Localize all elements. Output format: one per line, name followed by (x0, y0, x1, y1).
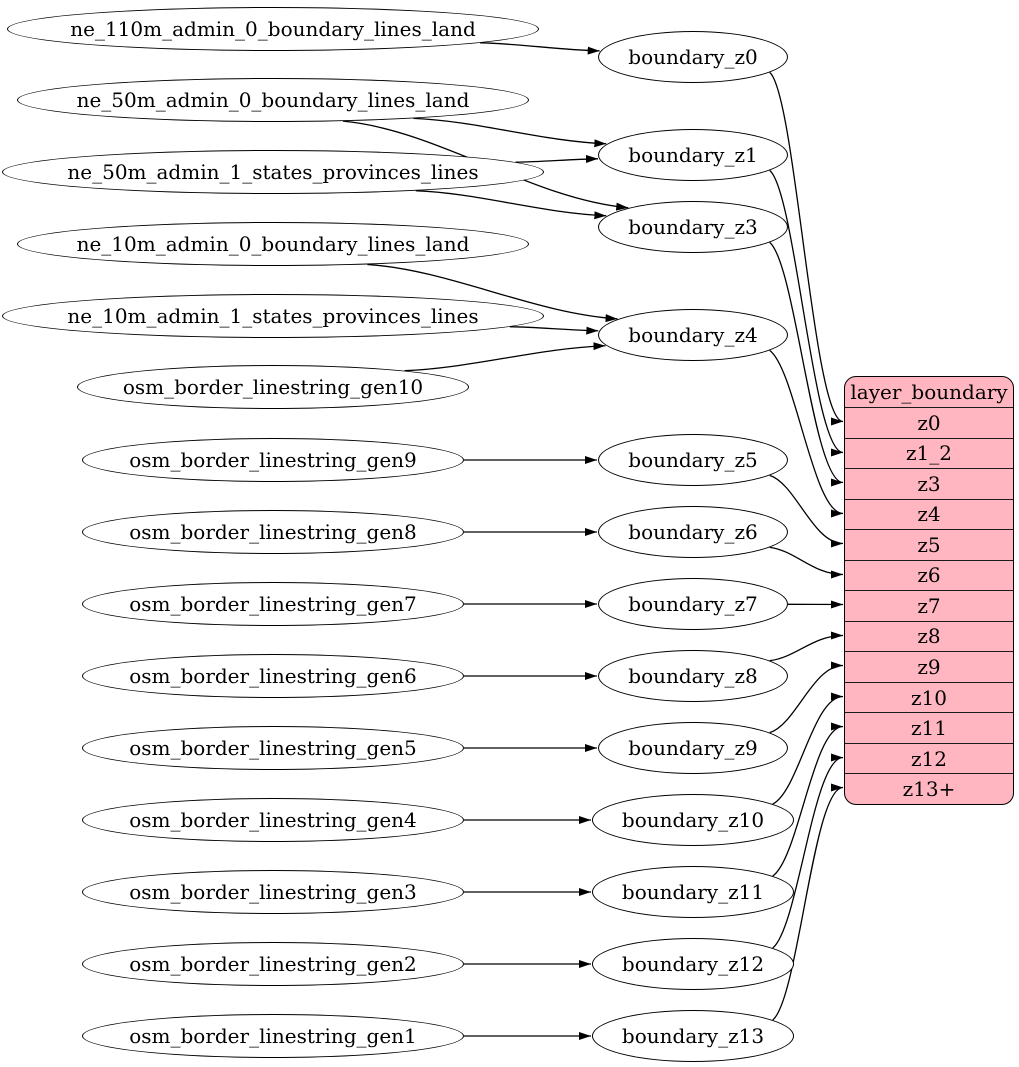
table-row-z5: z5 (845, 529, 1013, 560)
stage-node-boundary_z3 (598, 201, 788, 253)
table-row-z10: z10 (845, 682, 1013, 713)
source-node-osm_border_linestring_gen7 (82, 582, 464, 626)
source-node-osm_border_linestring_gen9 (82, 438, 464, 482)
table-row-z13+: z13+ (845, 773, 1013, 804)
source-node-osm_border_linestring_gen3 (82, 870, 464, 914)
stage-node-boundary_z4 (598, 309, 788, 361)
stage-node-boundary_z13 (592, 1010, 794, 1062)
source-node-ne_50m_admin_0_boundary_lines_land (17, 78, 529, 122)
node-label: boundary_z3 (628, 215, 758, 239)
node-label: osm_border_linestring_gen4 (129, 808, 417, 832)
node-label: boundary_z1 (628, 143, 758, 167)
source-node-ne_50m_admin_1_states_provinces_lines (2, 150, 544, 194)
edge-boundary_z12-to-row-z12 (773, 758, 843, 949)
node-label: boundary_z13 (621, 1024, 765, 1048)
source-node-osm_border_linestring_gen1 (82, 1014, 464, 1058)
stage-node-boundary_z6 (598, 506, 788, 558)
node-label: ne_110m_admin_0_boundary_lines_land (70, 17, 476, 41)
edge-ne_50m_admin_1_states_provinces_lines-to-boundary_z1 (516, 159, 598, 162)
node-label: boundary_z0 (628, 45, 758, 69)
source-node-osm_border_linestring_gen6 (82, 654, 464, 698)
table-title: layer_boundary (850, 380, 1008, 404)
edge-ne_50m_admin_0_boundary_lines_land-to-boundary_z1 (413, 118, 606, 143)
stage-node-boundary_z1 (598, 129, 788, 181)
table-row-z6: z6 (845, 560, 1013, 591)
table-row-z12: z12 (845, 743, 1013, 774)
edge-boundary_z0-to-row-z0 (770, 72, 843, 421)
edge-boundary_z6-to-row-z6 (770, 547, 843, 574)
stage-node-boundary_z8 (598, 650, 788, 702)
node-label: osm_border_linestring_gen1 (129, 1024, 417, 1048)
node-label: boundary_z7 (628, 592, 758, 616)
node-label: boundary_z9 (628, 736, 758, 760)
source-node-osm_border_linestring_gen10 (77, 365, 469, 409)
source-node-osm_border_linestring_gen4 (82, 798, 464, 842)
edge-ne_110m_admin_0_boundary_lines_land-to-boundary_z0 (480, 43, 600, 51)
node-label: ne_10m_admin_1_states_provinces_lines (67, 304, 479, 328)
node-label: osm_border_linestring_gen6 (129, 664, 417, 688)
edge-osm_border_linestring_gen10-to-boundary_z4 (405, 346, 606, 371)
stage-node-boundary_z11 (592, 866, 794, 918)
node-label: osm_border_linestring_gen8 (129, 520, 417, 544)
stage-node-boundary_z7 (598, 578, 788, 630)
source-node-osm_border_linestring_gen8 (82, 510, 464, 554)
edge-ne_10m_admin_1_states_provinces_lines-to-boundary_z4 (510, 327, 599, 331)
table-row-z11: z11 (845, 712, 1013, 743)
table-row-z9: z9 (845, 651, 1013, 682)
node-label: ne_50m_admin_1_states_provinces_lines (67, 160, 479, 184)
node-label: boundary_z11 (621, 880, 765, 904)
node-label: boundary_z8 (628, 664, 758, 688)
edge-boundary_z1-to-row-z1_2 (770, 170, 843, 452)
node-label: ne_10m_admin_0_boundary_lines_land (76, 232, 470, 256)
table-row-z0: z0 (845, 407, 1013, 438)
node-label: osm_border_linestring_gen7 (129, 592, 417, 616)
node-label: osm_border_linestring_gen10 (122, 375, 424, 399)
stage-node-boundary_z5 (598, 434, 788, 486)
source-node-ne_110m_admin_0_boundary_lines_land (7, 7, 539, 51)
node-label: osm_border_linestring_gen3 (129, 880, 417, 904)
node-label: boundary_z10 (621, 808, 765, 832)
stage-node-boundary_z12 (592, 938, 794, 990)
node-label: ne_50m_admin_0_boundary_lines_land (76, 88, 470, 112)
table-row-z7: z7 (845, 590, 1013, 621)
edge-boundary_z3-to-row-z3 (770, 242, 843, 482)
node-label: boundary_z6 (628, 520, 758, 544)
node-label: osm_border_linestring_gen5 (129, 736, 417, 760)
source-node-osm_border_linestring_gen2 (82, 942, 464, 986)
node-label: osm_border_linestring_gen2 (129, 952, 417, 976)
node-label: boundary_z4 (628, 323, 758, 347)
stage-node-boundary_z9 (598, 722, 788, 774)
stage-node-boundary_z0 (598, 31, 788, 83)
edge-boundary_z4-to-row-z4 (770, 350, 843, 513)
table-row-z1_2: z1_2 (845, 438, 1013, 469)
edge-boundary_z8-to-row-z8 (770, 636, 843, 661)
source-node-ne_10m_admin_0_boundary_lines_land (17, 222, 529, 266)
source-node-ne_10m_admin_1_states_provinces_lines (2, 294, 544, 338)
table-row-z4: z4 (845, 499, 1013, 530)
table-row-z3: z3 (845, 468, 1013, 499)
layer-boundary-table (844, 376, 1014, 805)
node-label: boundary_z5 (628, 448, 758, 472)
source-node-osm_border_linestring_gen5 (82, 726, 464, 770)
node-label: boundary_z12 (621, 952, 765, 976)
edge-ne_50m_admin_1_states_provinces_lines-to-boundary_z3 (416, 191, 607, 216)
stage-node-boundary_z10 (592, 794, 794, 846)
table-row-z8: z8 (845, 621, 1013, 652)
node-label: osm_border_linestring_gen9 (129, 448, 417, 472)
